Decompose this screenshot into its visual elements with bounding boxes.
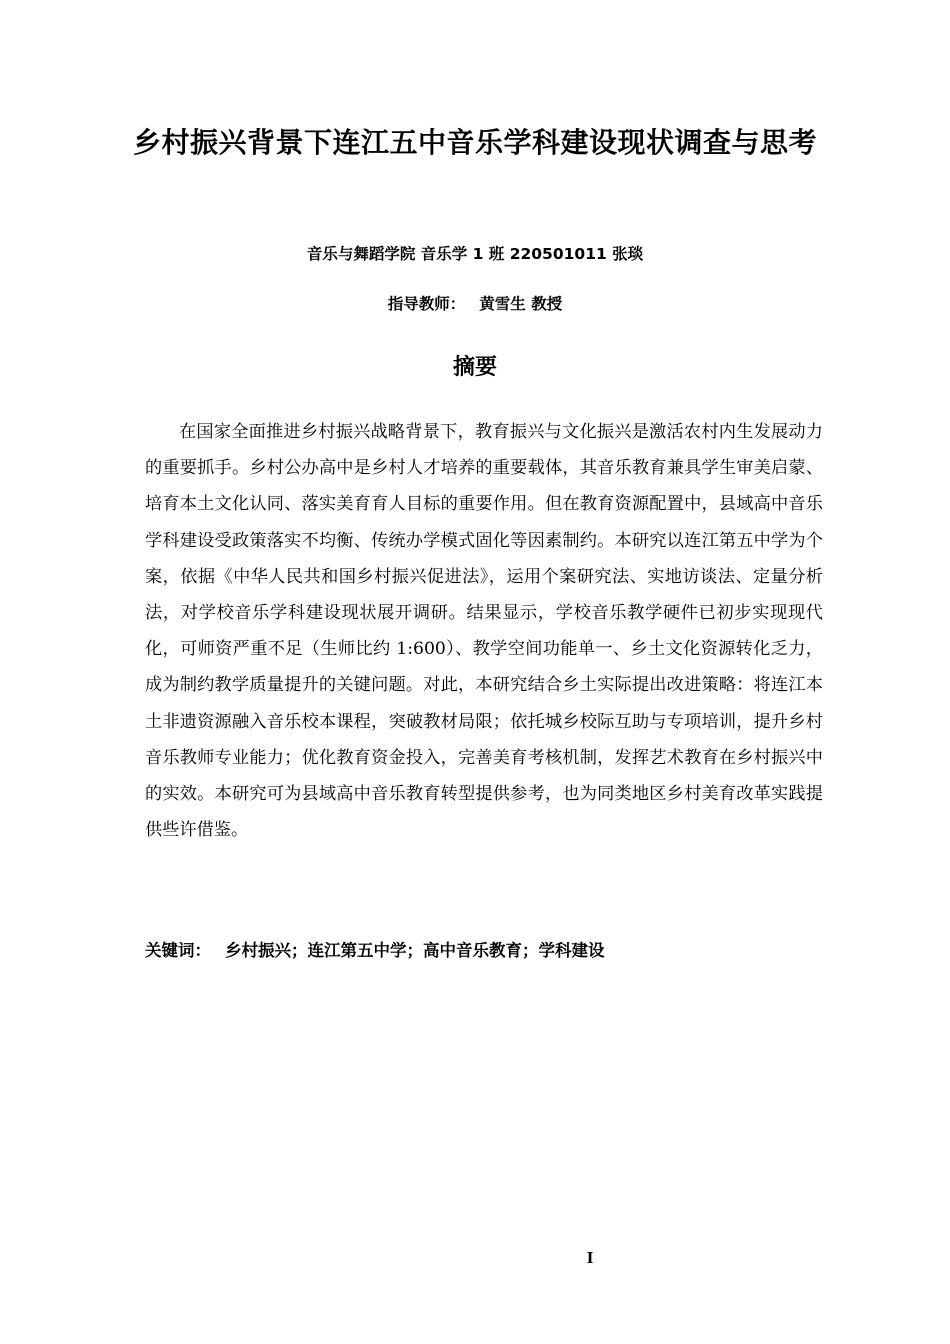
advisor-label: 指导教师： (387, 295, 466, 313)
keywords-value: 乡村振兴；连江第五中学；高中音乐教育；学科建设 (225, 941, 605, 960)
advisor-line (100, 292, 850, 316)
advisor-name: 黄雪生 教授 (479, 295, 563, 313)
keywords-label: 关键词： (145, 941, 211, 960)
abstract-heading: 摘要 (452, 355, 497, 380)
page-number: I (586, 1248, 594, 1267)
author-line: 音乐与舞蹈学院 音乐学 1 班 220501011 张琰 (306, 245, 644, 263)
keywords-line (145, 938, 825, 964)
abstract-body: 在国家全面推进乡村振兴战略背景下，教育振兴与文化振兴是激活农村内生发展动力的重要抓手。乡村公办高中是乡村人才培养的重要载体，其音乐教育兼具学生审美启蒙、培育本土文化认同、落实美育育人目标的重要作用。但在教育资源配置中，县域高中音乐学科建设受政策落实不均衡、传统办学模式固化等因素制约。本研究以连江第五中学为个案，依据《中华人民共和国乡村振兴促进法》，运用个案研究法、实地访谈法、定量分析法，对学校音乐学科建设现状展开调研。结果显示，学校音乐教学硬件已初步实现现代化，可师资严重不足（生师比约 1:600）、教学空间功能单一、乡土文化资源转化乏力，成为制约教学质量提升的关键问题。对此，本研究结合乡土实际提出改进策略：将连江本土非遗资源融入音乐校本课程，突破教材局限；依托城乡校际互助与专项培训，提升乡村音乐教师专业能力；优化教育资金投入，完善美育考核机制，发挥艺术教育在乡村振兴中的实效。本研究可为县域高中音乐教育转型提供参考，也为同类地区乡村美育改革实践提供些许借鉴。 (145, 422, 823, 841)
paper-title: 乡村振兴背景下连江五中音乐学科建设现状调查与思考 (132, 126, 817, 159)
